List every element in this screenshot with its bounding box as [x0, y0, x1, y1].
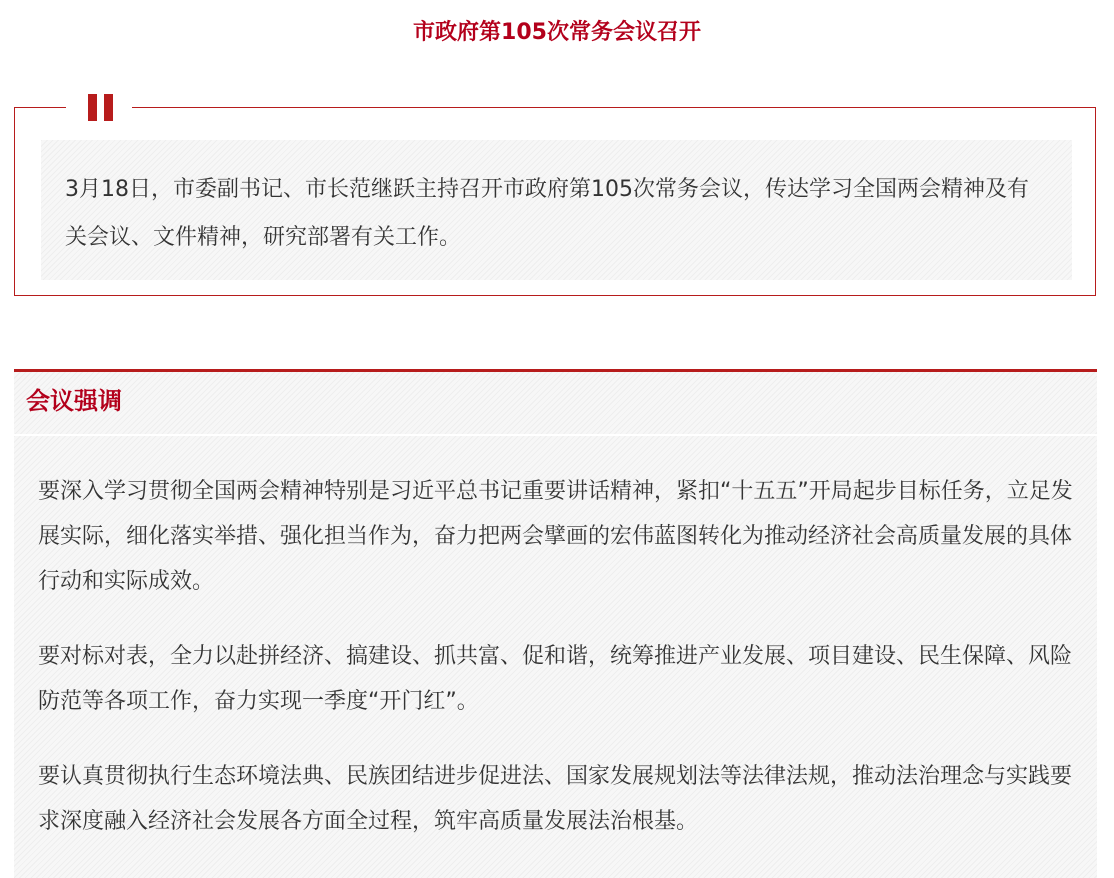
body-paragraph: 要认真贯彻执行生态环境法典、民族团结进步促进法、国家发展规划法等法律法规，推动法治理念与实践要求深度融入经济社会发展各方面全过程，筑牢高质量发展法治根基。: [38, 764, 1073, 834]
quote-mark-icon: [88, 94, 97, 121]
body-paragraph: 要对标对表，全力以赴拼经济、搞建设、抓共富、促和谐，统筹推进产业发展、项目建设、民生保障、风险防范等各项工作，奋力实现一季度“开门红”。: [38, 644, 1073, 714]
section-title: 会议强调: [26, 387, 122, 415]
quote-mark-icon: [104, 94, 113, 121]
article-title: 市政府第105次常务会议召开: [413, 20, 701, 45]
summary-panel: [41, 140, 1072, 280]
summary-text: 3月18日，市委副书记、市长范继跃主持召开市政府第105次常务会议，传达学习全国两会精神及有关会议、文件精神，研究部署有关工作。: [65, 177, 1029, 250]
section-body: [14, 436, 1097, 878]
section-header: [14, 372, 1097, 434]
frame-notch: [66, 96, 132, 120]
body-paragraph: 要深入学习贯彻全国两会精神特别是习近平总书记重要讲话精神，紧扣“十五五”开局起步目标任务，立足发展实际，细化落实举措、强化担当作为，奋力把两会擘画的宏伟蓝图转化为推动经济社会高质量发展的具体行动和实际成效。: [38, 479, 1073, 594]
